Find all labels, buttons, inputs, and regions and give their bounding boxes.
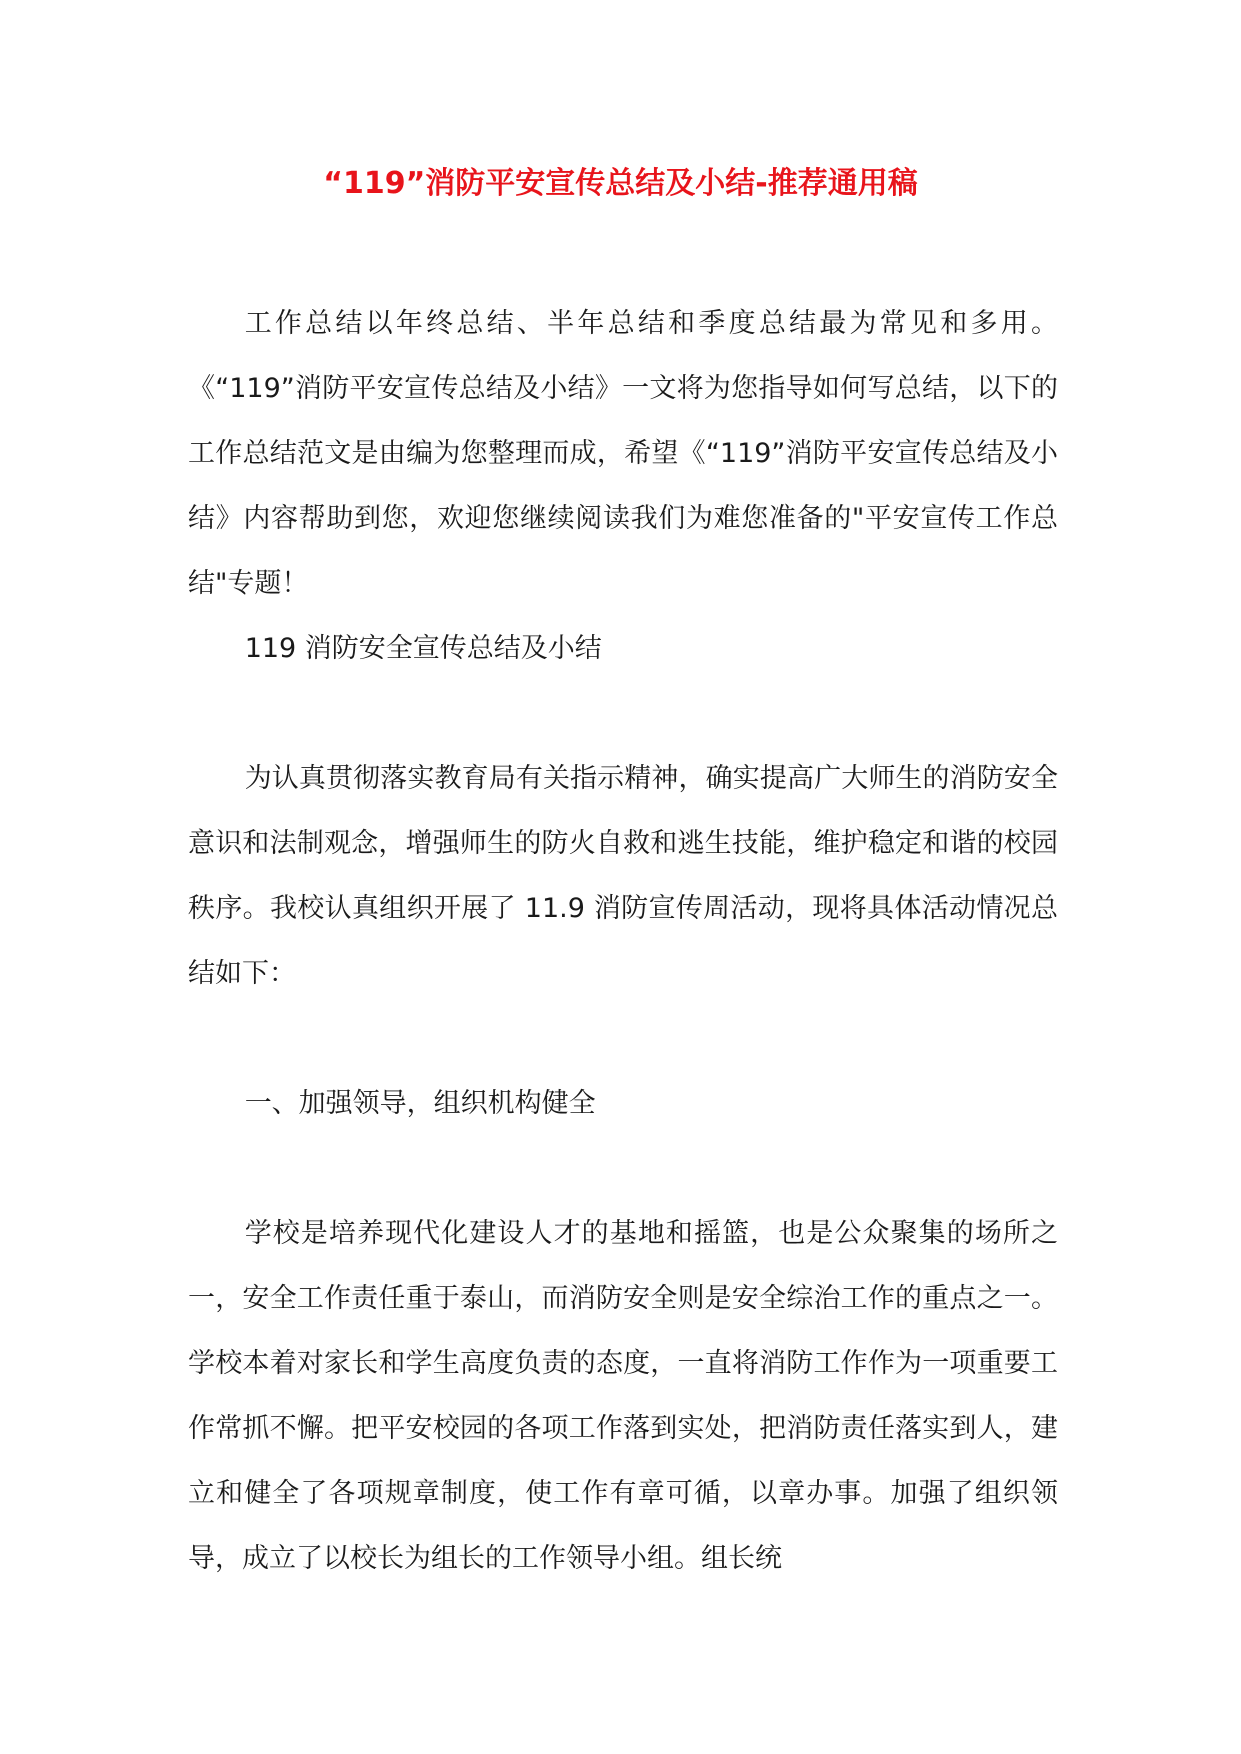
document-title: “119”消防平安宣传总结及小结-推荐通用稿 bbox=[323, 166, 918, 201]
purpose-paragraph: 为认真贯彻落实教育局有关指示精神，确实提高广大师生的消防安全意识和法制观念，增强师生的防火自救和逃生技能，维护稳定和谐的校园秩序。我校认真组织开展了 11.9 消防宣传周活动，现将具体活动情况总结如下： bbox=[188, 763, 1058, 989]
paragraph-spacer bbox=[188, 1136, 1058, 1201]
document-body bbox=[188, 291, 1058, 1591]
section-body-paragraph: 学校是培养现代化建设人才的基地和摇篮，也是公众聚集的场所之一，安全工作责任重于泰山，而消防安全则是安全综治工作的重点之一。学校本着对家长和学生高度负责的态度，一直将消防工作作为一项重要工作常抓不懈。把平安校园的各项工作落到实处，把消防责任落实到人，建立和健全了各项规章制度，使工作有章可循，以章办事。加强了组织领导，成立了以校长为组长的工作领导小组。组长统 bbox=[188, 1218, 1058, 1574]
section-heading: 一、加强领导，组织机构健全 bbox=[244, 1088, 596, 1119]
subtitle-paragraph: 119 消防安全宣传总结及小结 bbox=[244, 633, 602, 664]
intro-paragraph: 工作总结以年终总结、半年总结和季度总结最为常见和多用。《“119”消防平安宣传总结及小结》一文将为您指导如何写总结，以下的工作总结范文是由编为您整理而成，希望《“119”消防平安宣传总结及小结》内容帮助到您，欢迎您继续阅读我们为难您准备的"平安宣传工作总结"专题！ bbox=[188, 308, 1058, 599]
paragraph-spacer bbox=[188, 681, 1058, 746]
paragraph-spacer bbox=[188, 1006, 1058, 1071]
